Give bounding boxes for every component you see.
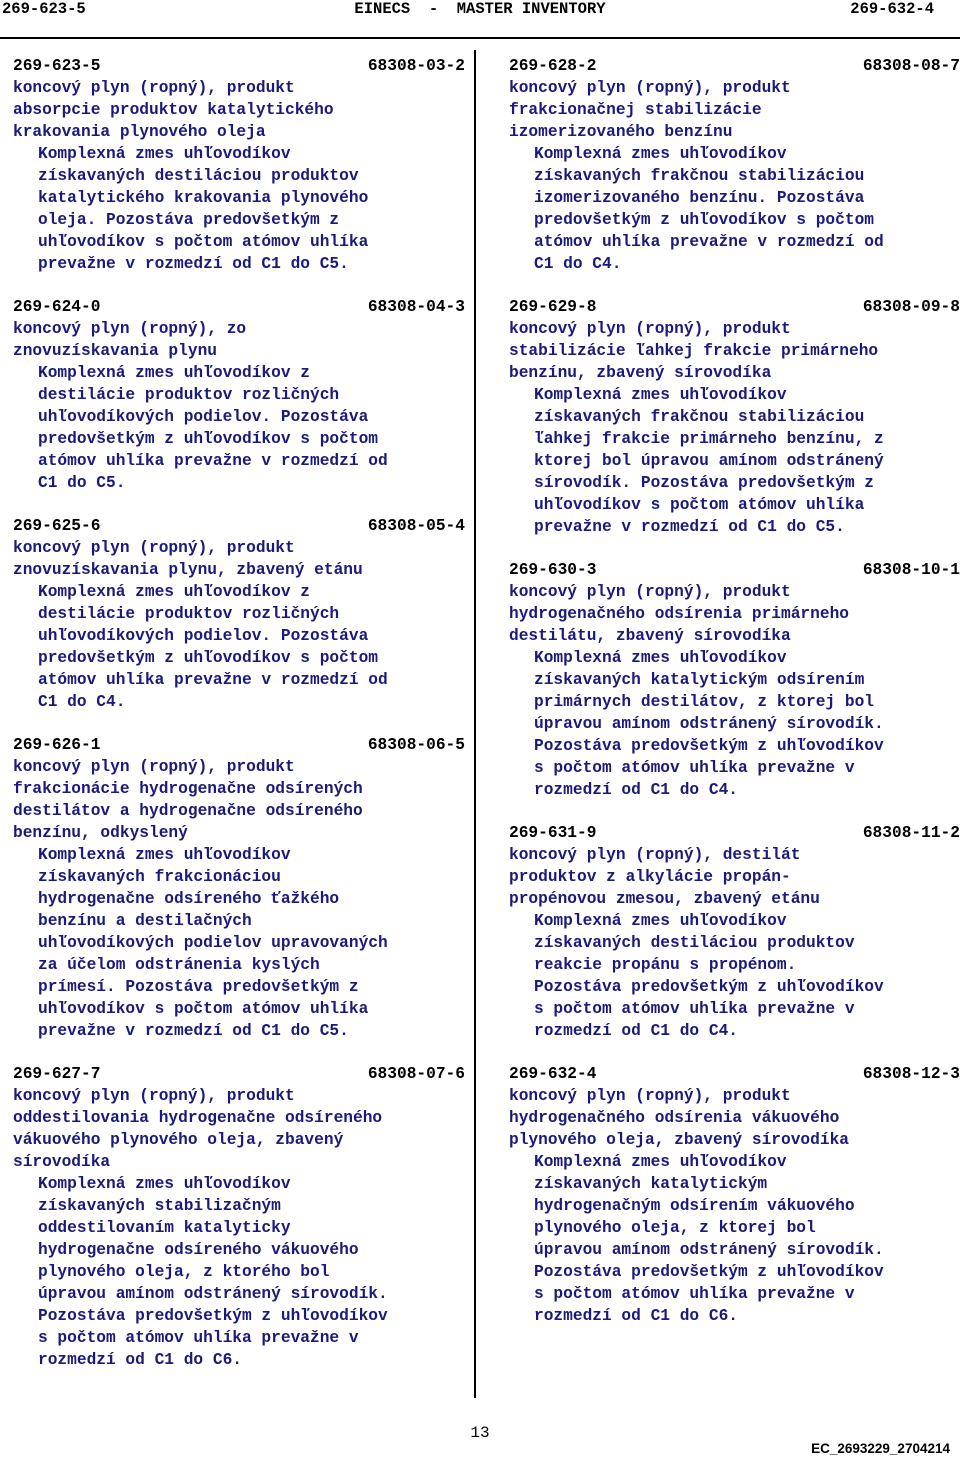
substance-name: koncový plyn (ropný), produkt stabilizácie ľahkej frakcie primárneho benzínu, zbavený sírovodíka — [509, 320, 879, 382]
substance-name: koncový plyn (ropný), produkt hydrogenačného odsírenia primárneho destilátu, zbavený sírovodíka — [509, 583, 849, 645]
einecs-number: 269-625-6 — [13, 517, 101, 535]
substance-entry — [13, 1063, 465, 1371]
cas-number: 68308-08-7 — [862, 57, 960, 75]
substance-entry — [509, 559, 960, 801]
substance-description: Komplexná zmes uhľovodíkov získavaných frakčnou stabilizáciou izomerizovaného benzínu. Pozostáva predovšetkým z uhľovodíkov s počtom atómov uhlíka prevažne v rozmedzí od C1 do C4. — [534, 145, 884, 273]
entry-id-row — [509, 1063, 960, 1085]
cas-number: 68308-03-2 — [367, 57, 465, 75]
einecs-number: 269-623-5 — [13, 57, 101, 75]
cas-number: 68308-10-1 — [862, 561, 960, 579]
substance-name: koncový plyn (ropný), destilát produktov z alkylácie propán- propénovou zmesou, zbavený etánu — [509, 846, 820, 908]
cas-number: 68308-06-5 — [367, 736, 465, 754]
substance-description: Komplexná zmes uhľovodíkov získavaných destiláciou produktov katalytického krakovania plynového oleja. Pozostáva predovšetkým z uhľovodíkov s počtom atómov uhlíka prevažne v rozmedzí od C1 do C5. — [38, 145, 369, 273]
left-column — [13, 55, 465, 1392]
einecs-number: 269-629-8 — [509, 298, 597, 316]
substance-entry — [509, 822, 960, 1042]
substance-entry — [13, 515, 465, 713]
page-header — [0, 0, 960, 22]
entry-id-row — [13, 515, 465, 537]
entry-id-row — [509, 296, 960, 318]
einecs-number: 269-628-2 — [509, 57, 597, 75]
substance-description: Komplexná zmes uhľovodíkov získavaných katalytickým odsírením primárnych destilátov, z ktorej bol úpravou amínom odstránený sírovodík. Pozostáva predovšetkým z uhľovodíkov s počtom atómov uhlíka prevažne v rozmedzí od C1 do C4. — [534, 649, 884, 799]
substance-description: Komplexná zmes uhľovodíkov získavaných destiláciou produktov reakcie propánu s propénom. Pozostáva predovšetkým z uhľovodíkov s počtom atómov uhlíka prevažne v rozmedzí od C1 do C4. — [534, 912, 884, 1040]
substance-description: Komplexná zmes uhľovodíkov získavaných katalytickým hydrogenačným odsírením vákuového plynového oleja, z ktorej bol úpravou amínom odstránený sírovodík. Pozostáva predovšetkým z uhľovodíkov s počtom atómov uhlíka prevažne v rozmedzí od C1 do C6. — [534, 1153, 884, 1325]
substance-entry — [13, 734, 465, 1042]
entry-id-row — [509, 559, 960, 581]
column-divider — [474, 50, 476, 1398]
header-range-start: 269-623-5 — [2, 0, 86, 18]
substance-name: koncový plyn (ropný), produkt znovuzískavania plynu, zbavený etánu — [13, 539, 363, 579]
substance-name: koncový plyn (ropný), produkt frakcionačnej stabilizácie izomerizovaného benzínu — [509, 79, 791, 141]
entry-id-row — [13, 1063, 465, 1085]
substance-entry — [13, 296, 465, 494]
einecs-number: 269-630-3 — [509, 561, 597, 579]
cas-number: 68308-11-2 — [862, 824, 960, 842]
entry-id-row — [509, 822, 960, 844]
entry-id-row — [13, 296, 465, 318]
cas-number: 68308-04-3 — [367, 298, 465, 316]
substance-name: koncový plyn (ropný), produkt hydrogenačného odsírenia vákuového plynového oleja, zbavený sírovodíka — [509, 1087, 849, 1149]
header-rule — [0, 37, 960, 39]
substance-description: Komplexná zmes uhľovodíkov získavaných frakcionáciou hydrogenačne odsíreného ťažkého benzínu a destilačných uhľovodíkových podielov upravovaných za účelom odstránenia kyslých prímesí. Pozostáva predovšetkým z uhľovodíkov s počtom atómov uhlíka prevažne v rozmedzí od C1 do C5. — [38, 846, 388, 1040]
substance-name: koncový plyn (ropný), produkt frakcionácie hydrogenačne odsírených destilátov a hydrogenačne odsíreného benzínu, odkyslený — [13, 758, 363, 842]
substance-description: Komplexná zmes uhľovodíkov z destilácie produktov rozličných uhľovodíkových podielov. Pozostáva predovšetkým z uhľovodíkov s počtom atómov uhlíka prevažne v rozmedzí od C1 do C4. — [38, 583, 388, 711]
substance-entry — [509, 1063, 960, 1327]
right-column — [509, 55, 960, 1348]
entry-id-row — [509, 55, 960, 77]
substance-name: koncový plyn (ropný), zo znovuzískavania plynu — [13, 320, 247, 360]
einecs-number: 269-626-1 — [13, 736, 101, 754]
substance-description: Komplexná zmes uhľovodíkov získavaných frakčnou stabilizáciou ľahkej frakcie primárneho benzínu, z ktorej bol úpravou amínom odstránený sírovodík. Pozostáva predovšetkým z uhľovodíkov s počtom atómov uhlíka prevažne v rozmedzí od C1 do C5. — [534, 386, 884, 536]
cas-number: 68308-07-6 — [367, 1065, 465, 1083]
document-code: EC_2693229_2704214 — [811, 1441, 950, 1456]
page-number: 13 — [470, 1424, 490, 1442]
cas-number: 68308-12-3 — [862, 1065, 960, 1083]
substance-entry — [13, 55, 465, 275]
substance-entry — [509, 55, 960, 275]
einecs-number: 269-627-7 — [13, 1065, 101, 1083]
substance-name: koncový plyn (ropný), produkt absorpcie produktov katalytického krakovania plynového oleja — [13, 79, 334, 141]
cas-number: 68308-09-8 — [862, 298, 960, 316]
einecs-number: 269-631-9 — [509, 824, 597, 842]
cas-number: 68308-05-4 — [367, 517, 465, 535]
substance-name: koncový plyn (ropný), produkt oddestilovania hydrogenačne odsíreného vákuového plynového oleja, zbavený sírovodíka — [13, 1087, 383, 1171]
einecs-number: 269-624-0 — [13, 298, 101, 316]
einecs-number: 269-632-4 — [509, 1065, 597, 1083]
substance-entry — [509, 296, 960, 538]
entry-id-row — [13, 55, 465, 77]
substance-description: Komplexná zmes uhľovodíkov získavaných stabilizačným oddestilovaním katalyticky hydrogenačne odsíreného vákuového plynového oleja, z ktorého bol úpravou amínom odstránený sírovodík. Pozostáva predovšetkým z uhľovodíkov s počtom atómov uhlíka prevažne v rozmedzí od C1 do C6. — [38, 1175, 388, 1369]
entry-id-row — [13, 734, 465, 756]
header-title: EINECS - MASTER INVENTORY — [354, 0, 606, 18]
substance-description: Komplexná zmes uhľovodíkov z destilácie produktov rozličných uhľovodíkových podielov. Pozostáva predovšetkým z uhľovodíkov s počtom atómov uhlíka prevažne v rozmedzí od C1 do C5. — [38, 364, 388, 492]
header-range-end: 269-632-4 — [850, 0, 934, 18]
